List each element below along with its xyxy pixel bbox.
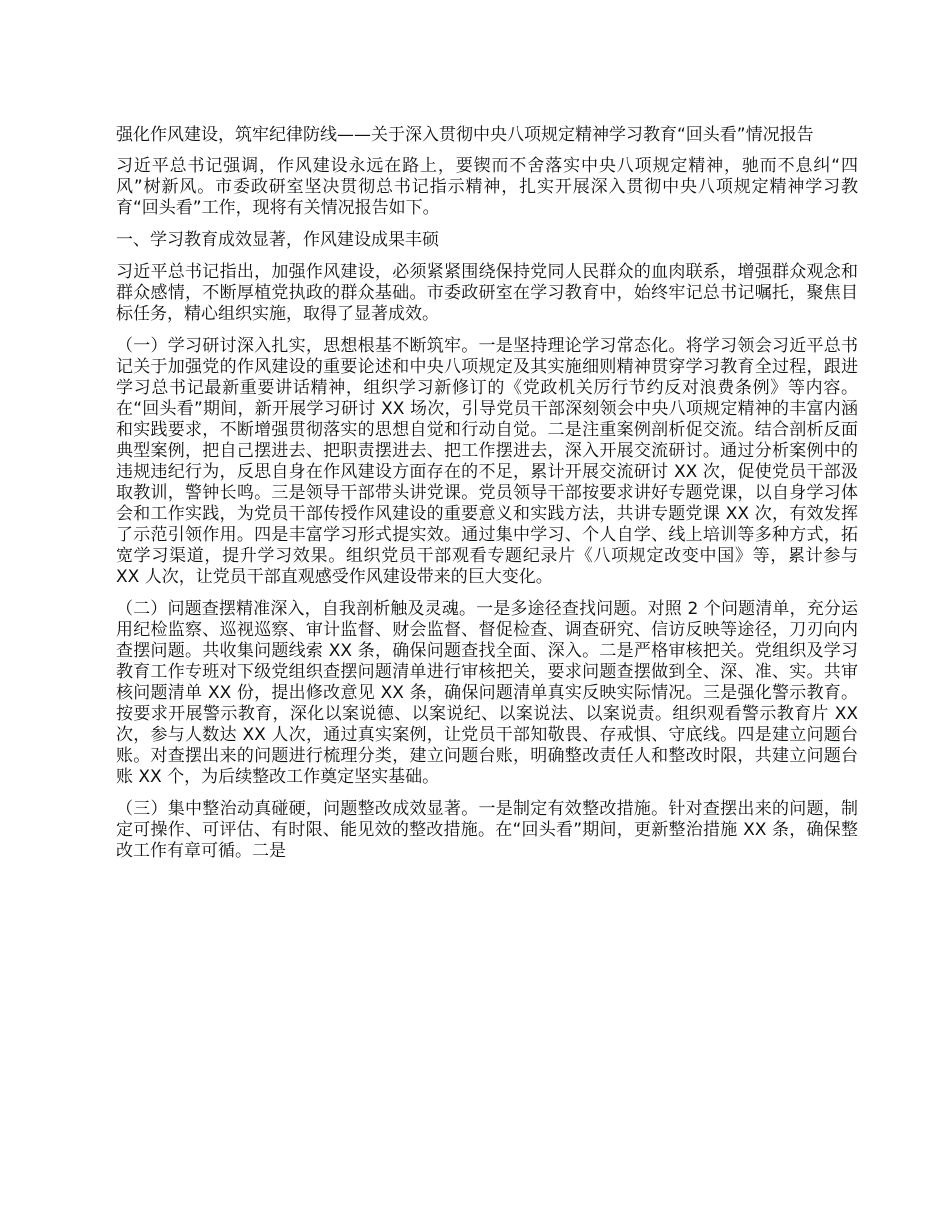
intro-paragraph: 习近平总书记强调，作风建设永远在路上，要锲而不舍落实中央八项规定精神，驰而不息纠“四风”树新风。市委政研室坚决贯彻总书记指示精神，扎实开展深入贯彻中央八项规定精神学习教育“回头看”工作，现将有关情况报告如下。 (116, 156, 858, 218)
subsection-1-paragraph: （一）学习研讨深入扎实，思想根基不断筑牢。一是坚持理论学习常态化。将学习领会习近平总书记关于加强党的作风建设的重要论述和中央八项规定及其实施细则精神贯穿学习教育全过程，跟进学习总书记最新重要讲话精神，组织学习新修订的《党政机关厉行节约反对浪费条例》等内容。在“回头看”期间，新开展学习研讨 XX 场次，引导党员干部深刻领会中央八项规定精神的丰富内涵和实践要求，不断增强贯彻落实的思想自觉和行动自觉。二是注重案例剖析促交流。结合剖析反面典型案例，把自己摆进去、把职责摆进去、把工作摆进去，深入开展交流研讨。通过分析案例中的违规违纪行为，反思自身在作风建设方面存在的不足，累计开展交流研讨 XX 次，促使党员干部汲取教训，警钟长鸣。三是领导干部带头讲党课。党员领导干部按要求讲好专题党课，以自身学习体会和工作实践，为党员干部传授作风建设的重要意义和实践方法，共讲专题党课 XX 次，有效发挥了示范引领作用。四是丰富学习形式提实效。通过集中学习、个人自学、线上培训等多种方式，拓宽学习渠道，提升学习效果。组织党员干部观看专题纪录片《八项规定改变中国》等，累计参与 XX 人次，让党员干部直观感受作风建设带来的巨大变化。 (116, 336, 858, 587)
section-heading-1: 一、学习教育成效显著，作风建设成果丰硕 (116, 230, 439, 250)
section-1-intro-paragraph: 习近平总书记指出，加强作风建设，必须紧紧围绕保持党同人民群众的血肉联系，增强群众观念和群众感情，不断厚植党执政的群众基础。市委政研室在学习教育中，始终牢记总书记嘱托，聚焦目标任务，精心组织实施，取得了显著成效。 (116, 262, 858, 324)
subsection-3-paragraph: （三）集中整治动真碰硬，问题整改成效显著。一是制定有效整改措施。针对查摆出来的问题，制定可操作、可评估、有时限、能见效的整改措施。在“回头看”期间，更新整治措施 XX 条，确保整改工作有章可循。二是 (116, 799, 858, 861)
document-title: 强化作风建设，筑牢纪律防线——关于深入贯彻中央八项规定精神学习教育“回头看”情况报告 (116, 125, 814, 145)
subsection-2-paragraph: （二）问题查摆精准深入，自我剖析触及灵魂。一是多途径查找问题。对照 2 个问题清单，充分运用纪检监察、巡视巡察、审计监督、财会监督、督促检查、调查研究、信访反映等途径，刀刃向内查摆问题。共收集问题线索 XX 条，确保问题查找全面、深入。二是严格审核把关。党组织及学习教育工作专班对下级党组织查摆问题清单进行审核把关，要求问题查摆做到全、深、准、实。共审核问题清单 XX 份，提出修改意见 XX 条，确保问题清单真实反映实际情况。三是强化警示教育。按要求开展警示教育，深化以案说德、以案说纪、以案说法、以案说责。组织观看警示教育片 XX 次，参与人数达 XX 人次，通过真实案例，让党员干部知敬畏、存戒惧、守底线。四是建立问题台账。对查摆出来的问题进行梳理分类，建立问题台账，明确整改责任人和整改时限，共建立问题台账 XX 个，为后续整改工作奠定坚实基础。 (116, 599, 858, 787)
